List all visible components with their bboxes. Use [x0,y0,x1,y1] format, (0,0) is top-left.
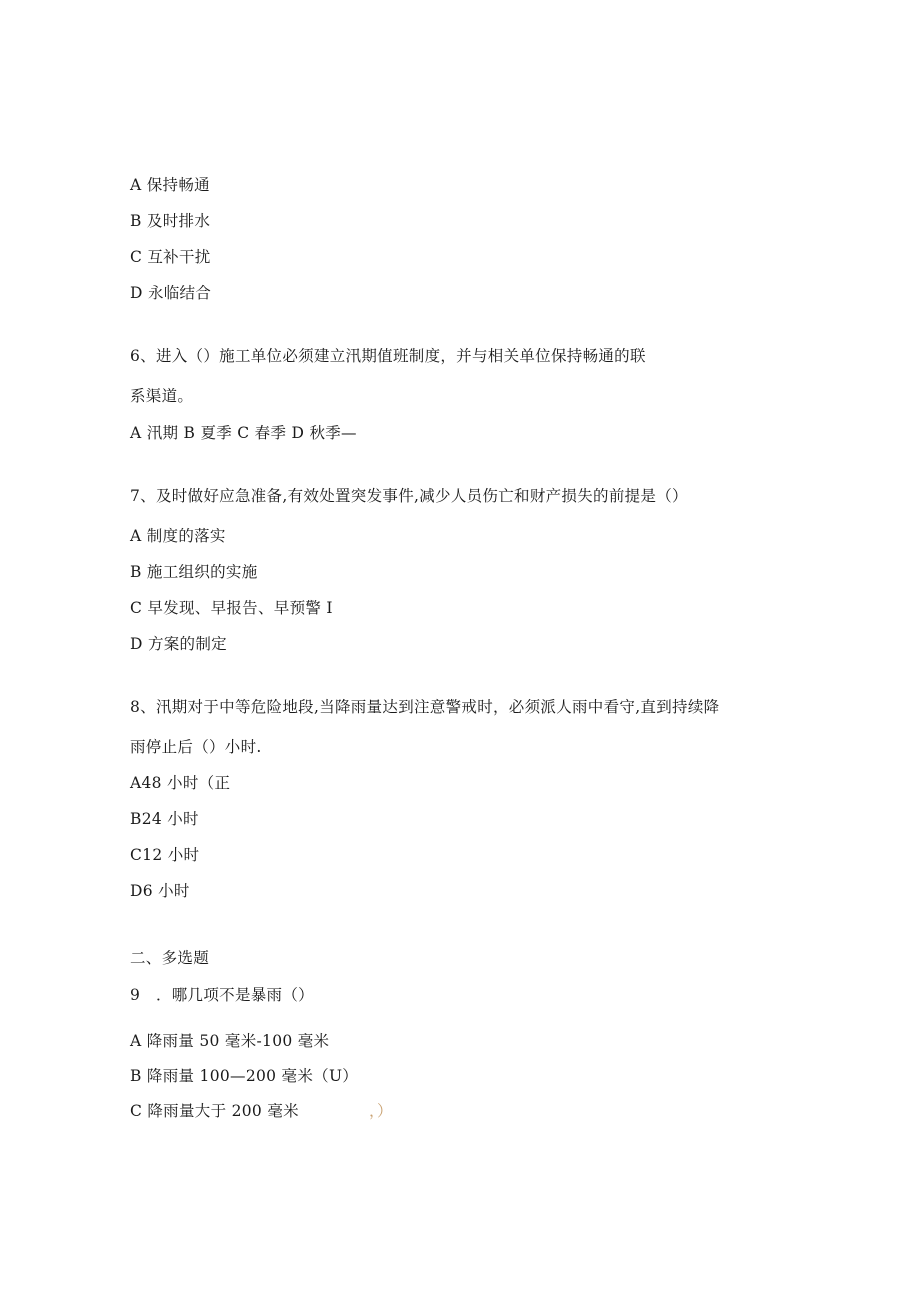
q6-stem-line1: 6、进入（）施工单位必须建立汛期值班制度，并与相关单位保持畅通的联 [130,347,646,365]
q5-option-a: A 保持畅通 [130,176,210,194]
q7-option-b: B 施工组织的实施 [130,563,258,581]
q7-stem: 7、及时做好应急准备,有效处置突发事件,减少人员伤亡和财产损失的前提是（） [130,487,688,505]
section-heading-multiple-choice: 二、多选题 [130,949,210,967]
q8-option-a: A48 小时（正 [130,774,231,792]
q7-option-d: D 方案的制定 [130,635,227,653]
q7-option-a: A 制度的落实 [130,527,226,545]
q8-stem-line1: 8、汛期对于中等危险地段,当降雨量达到注意警戒时，必须派人雨中看守,直到持续降 [130,698,720,716]
q5-option-b: B 及时排水 [130,212,211,230]
q5-option-c: C 互补干扰 [130,248,211,266]
q8-option-c: C12 小时 [130,846,200,864]
q9-option-a: A 降雨量 50 毫米-100 毫米 [130,1032,330,1050]
q9-option-c-text: C 降雨量大于 200 毫米 [130,1102,299,1120]
q5-option-d: D 永临结合 [130,284,212,302]
q9-option-b: B 降雨量 100—200 毫米（U） [130,1067,359,1085]
q9-stem: 9 ．哪几项不是暴雨（） [130,986,314,1004]
q7-option-c: C 早发现、早报告、早预警 I [130,599,333,617]
q8-option-d: D6 小时 [130,882,190,900]
q6-stem-line2: 系渠道。 [130,387,194,405]
q9-option-c-mark: ，） [368,1102,393,1120]
q8-stem-line2: 雨停止后（）小时. [130,738,262,756]
q6-options: A 汛期 B 夏季 C 春季 D 秋季— [130,424,357,442]
q9-option-c [130,1101,393,1121]
q8-option-b: B24 小时 [130,810,199,828]
